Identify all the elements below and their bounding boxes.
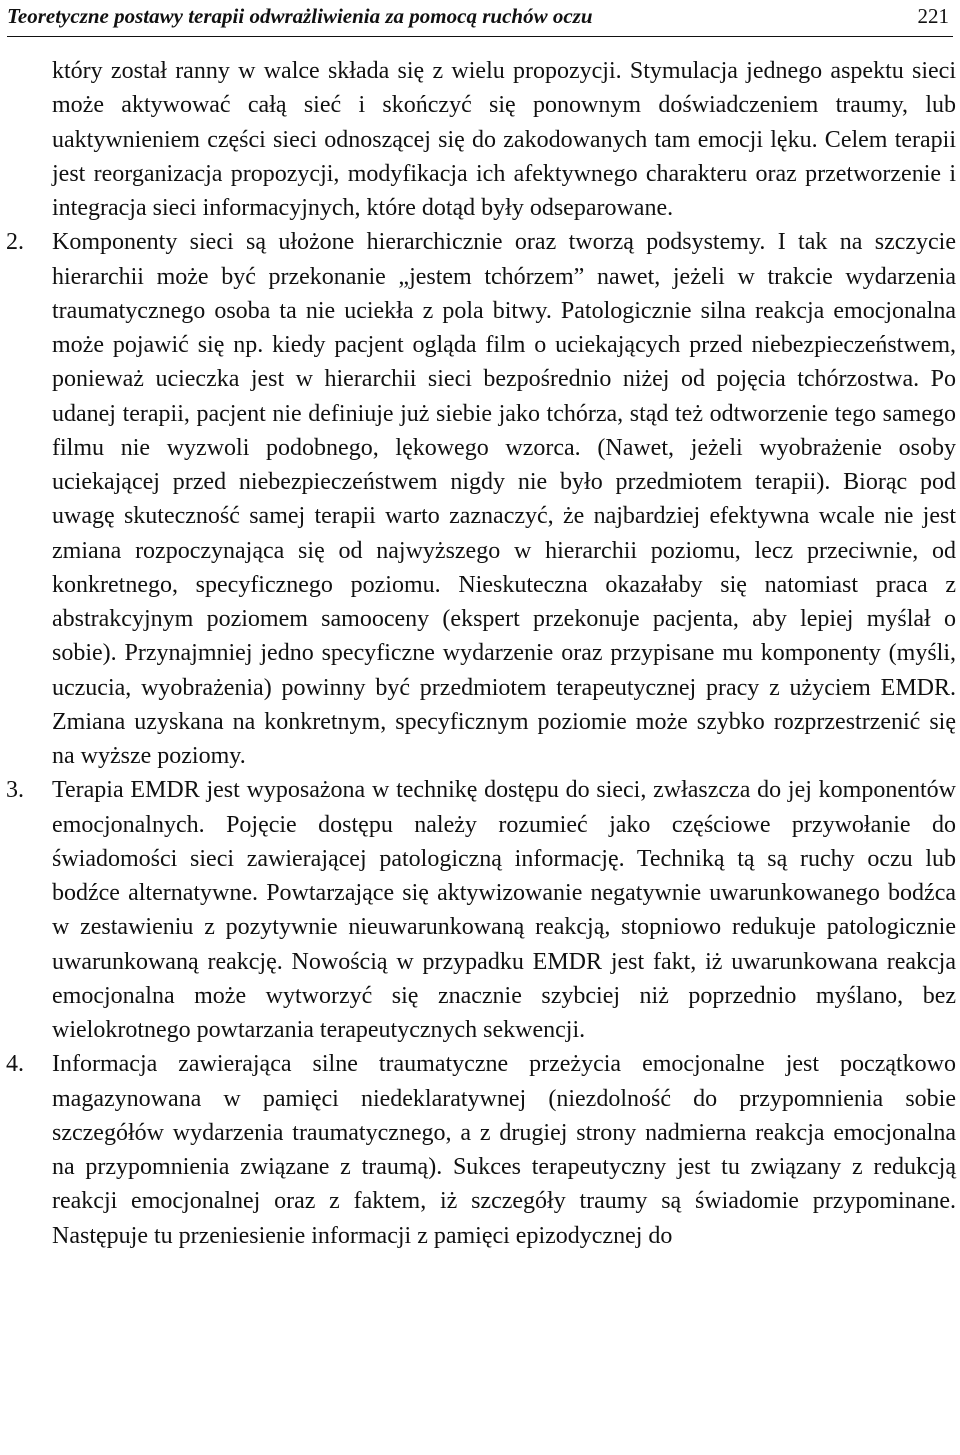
list-item-text: Komponenty sieci są ułożone hierarchicznie oraz tworzą podsystemy. I tak na szczycie hierarchii może być przekonanie „jestem tchórzem” nawet, jeżeli w trakcie wydarzenia traumatycznego osoba ta nie uciekła z pola bitwy. Patologicznie silna reakcja emocjonalna może pojawić się np. kiedy pacjent ogląda film o uciekających przed niebezpieczeństwem, ponieważ ucieczka jest w hierarchii sieci bezpośrednio niżej od pojęcia tchórzostwa. Po udanej terapii, pacjent nie definiuje już siebie jako tchórza, stąd też odtworzenie tego samego filmu nie wyzwoli podobnego, lękowego wzorca. (Nawet, jeżeli wyobrażenie osoby uciekającej przed niebezpieczeństwem nigdy nie było przedmiotem terapii). Biorąc pod uwagę skuteczność samej terapii warto zaznaczyć, że najbardziej efektywna wcale nie jest zmiana rozpoczynająca się od najwyższego w hierarchii poziomu, lecz przeciwnie, od konkretnego, specyficznego poziomu. Nieskuteczna okazałaby się natomiast praca z abstrakcyjnym poziomem samooceny (ekspert przekonuje pacjenta, aby lepiej myślał o sobie). Przynajmniej jedno specyficzne wydarzenie oraz przypisane mu komponenty (myśli, uczucia, wyobrażenia) powinny być przedmiotem terapeutycznej pracy z użyciem EMDR. Zmiana uzyskana na konkretnym, specyficznym poziomie może szybko rozprzestrzenić się na wyższe poziomy.: [52, 229, 956, 769]
page-number: 221: [917, 3, 949, 28]
list-item: [6, 225, 956, 773]
list-item-text: Terapia EMDR jest wyposażona w technikę dostępu do sieci, zwłaszcza do jej komponentów emocjonalnych. Pojęcie dostępu należy rozumieć jako częściowe przywołanie do świadomości sieci zawierającej patologiczną informację. Techniką tą są ruchy oczu lub bodźce alternatywne. Powtarzające się aktywizowanie negatywnie uwarunkowanego bodźca w zestawieniu z pozytywnie nieuwarunkowaną reakcją, stopniowo redukuje patologicznie uwarunkowaną reakcję. Nowością w przypadku EMDR jest fakt, iż uwarunkowana reakcja emocjonalna może wytworzyć się znacznie szybciej niż poprzednio myślano, bez wielokrotnego powtarzania terapeutycznych sekwencji.: [52, 777, 956, 1043]
intro-paragraph: który został ranny w walce składa się z wielu propozycji. Stymulacja jednego aspektu sieci może aktywować całą sieć i skończyć się ponownym doświadczeniem traumy, lub uaktywnieniem części sieci odnoszącej się do zakodowanych tam emocji lęku. Celem terapii jest reorganizacja propozycji, modyfikacja ich afektywnego charakteru oraz przetworzenie i integracja sieci informacyjnych, które dotąd były odseparowane.: [52, 58, 956, 221]
body-text: [6, 54, 956, 1253]
running-title: Teoretyczne postawy terapii odwrażliwienia za pomocą ruchów oczu: [7, 3, 593, 28]
list-item: [6, 773, 956, 1047]
running-header: [7, 0, 953, 32]
list-item: [6, 1047, 956, 1253]
list-item-text: Informacja zawierająca silne traumatyczne przeżycia emocjonalne jest początkowo magazynowana w pamięci niedeklaratywnej (niezdolność do przypomnienia sobie szczegółów wydarzenia traumatycznego, a z drugiej strony nadmierna reakcja emocjonalna na przypomnienia związane z traumą). Sukces terapeutyczny jest tu związany z redukcją reakcji emocjonalnej oraz z faktem, iż szczegóły traumy są świadomie przypominane. Następuje tu przeniesienie informacji z pamięci epizodycznej do: [52, 1051, 956, 1249]
header-rule: [7, 36, 953, 37]
list-item-number: 4.: [6, 1051, 24, 1078]
list-item-number: 2.: [6, 229, 24, 256]
list-item-number: 3.: [6, 777, 24, 804]
